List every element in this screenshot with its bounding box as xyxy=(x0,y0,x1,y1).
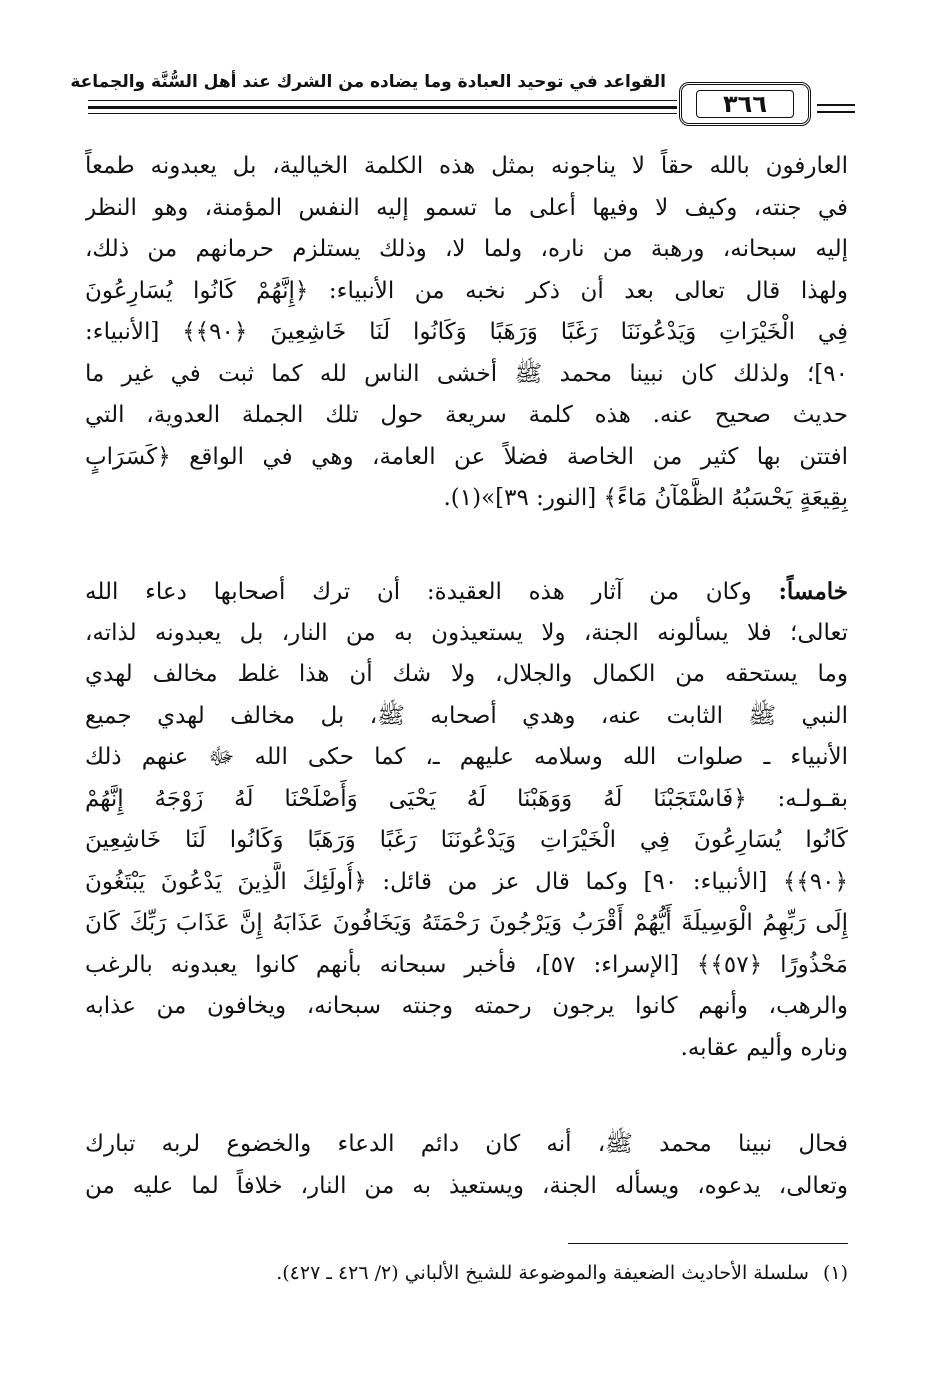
text-line: إِلَى رَبِّهِمُ الْوَسِيلَةَ أَيُّهُمْ أَقْرَبُ وَيَرْجُونَ رَحْمَتَهُ وَيَخَافُونَ عَذَابَهُ إِنَّ عَذَابَ رَبِّكَ كَانَ xyxy=(85,910,848,936)
header-rule xyxy=(88,113,677,114)
running-title: القواعد في توحيد العبادة وما يضاده من الشرك عند أهل السُّنَّة والجماعة xyxy=(70,72,666,92)
text-line: ٩٠]؛ ولذلك كان نبينا محمد ﷺ أخشى الناس لله كما ثبت في غير ما xyxy=(85,360,848,387)
paragraph-1 xyxy=(85,146,848,520)
footnote-separator xyxy=(568,1243,848,1244)
text-line: تعالى؛ فلا يسألونه الجنة، ولا يستعيذون به من النار، بل يعبدونه لذاته، xyxy=(85,619,848,646)
text-line: النبي ﷺ الثابت عنه، وهدي أصحابه ﷺ، بل مخالف لهدي جميع xyxy=(85,702,848,729)
text-line: والرهب، وأنهم كانوا يرجون رحمته وجنته سبحانه، ويخافون من عذابه xyxy=(85,993,848,1019)
text-line: ولهذا قال تعالى بعد أن ذكر نخبه من الأنبياء: ﴿إِنَّهُمْ كَانُوا يُسَارِعُونَ xyxy=(85,277,848,304)
text-line: إليه سبحانه، ورهبة من ناره، ولما لا، وذلك يستلزم حرمانهم من ذلك، xyxy=(85,236,848,262)
text-line: فِي الْخَيْرَاتِ وَيَدْعُونَنَا رَغَبًا وَرَهَبًا وَكَانُوا لَنَا خَاشِعِينَ ﴿٩٠﴾﴾ [الأنبياء: xyxy=(85,319,848,345)
header-rule xyxy=(88,100,677,101)
paragraph-lead: خامساً: xyxy=(778,578,848,605)
text-line: افتتن بها كثير من الخاصة فضلاً عن العامة، وهي في الواقع ﴿كَسَرَابٍ xyxy=(85,443,848,470)
header-ornament xyxy=(817,111,855,113)
text-line: العارفون بالله حقاً لا يناجونه بمثل هذه الكلمة الخيالية، بل يعبدونه طمعاً xyxy=(85,153,848,179)
footnote-text: سلسلة الأحاديث الضعيفة والموضوعة للشيخ الألباني (٢/ ٤٢٦ ـ ٤٢٧). xyxy=(276,1262,809,1284)
page-header xyxy=(70,68,855,134)
text-line: كَانُوا يُسَارِعُونَ فِي الْخَيْرَاتِ وَيَدْعُونَنَا رَغَبًا وَرَهَبًا وَكَانُوا لَنَا خَاشِعِينَ xyxy=(85,827,848,853)
paragraph-3 xyxy=(85,1124,848,1207)
text-line xyxy=(85,571,848,613)
footnote xyxy=(85,1262,848,1284)
text-line: وما يستحقه من الكمال والجلال، ولا شك أن هذا غلط مخالف لهدي xyxy=(85,661,848,687)
text-line: بِقِيعَةٍ يَحْسَبُهُ الظَّمْآنُ مَاءً﴾ [النور: ٣٩]»(١). xyxy=(443,485,848,511)
footnote-number: (١) xyxy=(822,1262,848,1284)
text-line: وتعالى، يدعوه، ويسأله الجنة، ويستعيذ به من النار، خلافاً لما عليه من xyxy=(85,1172,848,1199)
text-line: في جنته، وكيف لا وفيها أعلى ما تسمو إليه النفس المؤمنة، وهو النظر xyxy=(85,194,848,221)
text-line: فحال نبينا محمد ﷺ، أنه كان دائم الدعاء والخضوع لربه تبارك xyxy=(85,1131,848,1157)
text-line: بقـولـه: ﴿فَاسْتَجَبْنَا لَهُ وَوَهَبْنَا لَهُ يَحْيَى وَأَصْلَحْنَا لَهُ زَوْجَهُ إِنَّهُمْ xyxy=(85,785,848,812)
text-line: ﴿٩٠﴾﴾ [الأنبياء: ٩٠] وكما قال عز من قائل: ﴿أُولَئِكَ الَّذِينَ يَدْعُونَ يَبْتَغُونَ xyxy=(85,868,848,895)
text-line-rest: وكان من آثار هذه العقيدة: أن ترك أصحابها دعاء الله xyxy=(85,579,779,605)
header-ornament xyxy=(817,104,855,106)
text-line: مَحْذُورًا ﴿٥٧﴾﴾ [الإسراء: ٥٧]، فأخبر سبحانه بأنهم كانوا يعبدونه بالرغب xyxy=(85,951,848,978)
page-number: ٣٦٦ xyxy=(723,90,767,118)
text-line: حديث صحيح عنه. هذه كلمة سريعة حول تلك الجملة العدوية، التي xyxy=(85,402,848,428)
page-number-frame xyxy=(679,82,811,126)
header-rule xyxy=(88,106,677,109)
paragraph-2 xyxy=(85,571,848,1069)
text-line: وناره وأليم عقابه. xyxy=(680,1034,848,1061)
text-line: الأنبياء ـ صلوات الله وسلامه عليهم ـ، كما حكى الله ﷻ عنهم ذلك xyxy=(85,744,848,770)
